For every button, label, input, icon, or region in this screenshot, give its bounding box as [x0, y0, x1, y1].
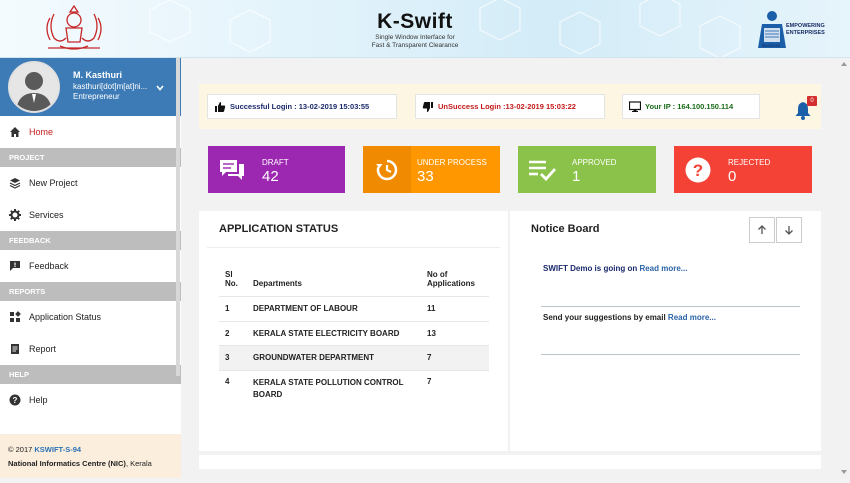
- sidebar-section-project: PROJECT: [0, 148, 181, 167]
- profile-panel[interactable]: [0, 58, 181, 116]
- under-process-card[interactable]: [363, 146, 500, 193]
- row-count: 7: [427, 376, 432, 386]
- under-process-count: 33: [417, 168, 434, 185]
- rejected-count: 0: [728, 168, 737, 185]
- chat-bubbles-icon: [219, 159, 245, 181]
- profile-role: Entrepreneur: [73, 92, 120, 101]
- col-sl-header: [219, 262, 247, 296]
- sidebar-section-feedback: FEEDBACK: [0, 231, 181, 250]
- card-icon-wrap: [674, 146, 722, 193]
- unsuccessful-login-box: [415, 94, 605, 119]
- row-count: 7: [427, 353, 432, 362]
- notice-item-text: SWIFT Demo is going on: [543, 264, 640, 273]
- sidebar-item-label: Help: [29, 395, 48, 405]
- app-subtitle-line1: Single Window Interface for: [375, 34, 455, 41]
- read-more-link[interactable]: Read more...: [639, 264, 688, 273]
- copyright-text: © 2017: [8, 445, 35, 454]
- row-dept: KERALA STATE POLLUTION CONTROL BOARD: [253, 377, 404, 399]
- row-sl: 3: [225, 353, 230, 362]
- approved-count: 1: [572, 168, 581, 185]
- sidebar-item-label: Report: [29, 344, 57, 354]
- chevron-down-icon[interactable]: [155, 83, 165, 93]
- approved-label: APPROVED: [572, 158, 617, 167]
- card-icon-wrap: [363, 146, 411, 193]
- home-icon: [9, 126, 21, 138]
- sidebar-item-label: Application Status: [29, 312, 102, 322]
- col-sl-header-line1: Sl: [225, 269, 233, 279]
- gear-icon: [9, 209, 21, 221]
- clock-refresh-icon: [375, 158, 399, 182]
- svg-text:?: ?: [12, 396, 18, 405]
- layers-icon: [9, 177, 21, 189]
- help-icon: [9, 394, 21, 406]
- partner-logo-line2: ENTERPRISES: [786, 30, 825, 36]
- header: [0, 0, 850, 58]
- col-dept-header: Departments: [253, 279, 302, 289]
- login-info-strip: [199, 84, 821, 129]
- successful-login-text: Successful Login : 13-02-2019 15:03:55: [230, 102, 370, 111]
- page-scrollbar[interactable]: [838, 58, 850, 478]
- thumbs-down-icon: [422, 101, 434, 113]
- read-more-link[interactable]: Read more...: [667, 313, 716, 322]
- col-apps-header-line2: Applications: [427, 278, 476, 288]
- under-process-label: UNDER PROCESS: [417, 158, 487, 167]
- scroll-down-button[interactable]: [776, 217, 802, 243]
- partner-logo-line1: EMPOWERING: [786, 23, 825, 29]
- sidebar-item-home[interactable]: [0, 116, 181, 148]
- dashboard-icon: [9, 311, 21, 323]
- table-row: [219, 345, 489, 370]
- sidebar-section-reports: REPORTS: [0, 282, 181, 301]
- ip-address-box: [622, 94, 760, 119]
- app-title: K-Swift: [377, 10, 453, 33]
- arrow-down-icon: [784, 225, 794, 235]
- table-row: [219, 370, 489, 404]
- sidebar-section-help: HELP: [0, 365, 181, 384]
- ip-address-text: Your IP : 164.100.150.114: [645, 102, 734, 111]
- question-circle-icon: [685, 157, 711, 183]
- checklist-icon: [528, 159, 556, 181]
- application-status-title: APPLICATION STATUS: [219, 223, 339, 235]
- row-count: 13: [427, 328, 436, 338]
- col-sl-header-line2: No.: [225, 278, 238, 288]
- row-sl: 1: [225, 304, 230, 313]
- org-name: National Informatics Centre (NIC): [8, 459, 126, 468]
- sidebar: [0, 58, 181, 478]
- profile-name: M. Kasthuri: [73, 70, 123, 80]
- report-icon: [9, 343, 21, 355]
- panel-divider: [207, 247, 500, 248]
- notice-board-panel: [510, 211, 821, 451]
- table-row: [219, 296, 489, 321]
- successful-login-box: [207, 94, 397, 119]
- notice-board-title: Notice Board: [531, 223, 600, 235]
- col-apps-header-line1: No of: [427, 269, 448, 279]
- sidebar-item-application-status[interactable]: [0, 301, 181, 333]
- avatar: [8, 61, 60, 113]
- draft-card[interactable]: [208, 146, 345, 193]
- sidebar-item-label: Services: [29, 210, 64, 220]
- row-dept: KERALA STATE ELECTRICITY BOARD: [253, 328, 400, 338]
- arrow-up-icon: [757, 225, 767, 235]
- sidebar-item-new-project[interactable]: [0, 167, 181, 199]
- row-sl: 2: [225, 328, 230, 338]
- notice-item: [543, 313, 716, 322]
- sidebar-item-report[interactable]: [0, 333, 181, 365]
- table-header-row: [219, 262, 489, 296]
- feedback-icon: [9, 260, 21, 272]
- org-state: , Kerala: [125, 459, 152, 468]
- sidebar-item-label: Feedback: [29, 261, 69, 271]
- sidebar-item-label: New Project: [29, 178, 78, 188]
- app-subtitle-line2: Fast & Transparent Clearance: [371, 42, 459, 49]
- sidebar-item-label: Home: [29, 127, 54, 137]
- card-icon-wrap: [208, 146, 256, 193]
- notice-item: [543, 264, 687, 273]
- sidebar-scrollbar[interactable]: [176, 58, 180, 376]
- col-apps-header: [421, 262, 489, 296]
- user-silhouette-icon: [10, 63, 58, 111]
- monitor-icon: [629, 101, 641, 113]
- svg-text:?: ?: [692, 160, 704, 180]
- row-dept: DEPARTMENT OF LABOUR: [253, 304, 358, 313]
- profile-email: kasthuri[dot]m[at]ni...: [73, 82, 148, 91]
- rejected-card[interactable]: [674, 146, 812, 193]
- build-version-link[interactable]: KSWIFT-S-94: [34, 445, 82, 454]
- thumbs-up-icon: [214, 101, 226, 113]
- sidebar-item-help[interactable]: [0, 384, 181, 416]
- row-sl: 4: [225, 376, 230, 386]
- notification-count-badge: 0: [807, 96, 817, 106]
- kerala-emblem-logo: [40, 4, 108, 54]
- approved-card[interactable]: [518, 146, 656, 193]
- draft-count: 42: [262, 168, 279, 185]
- bottom-panel: [199, 455, 821, 469]
- unsuccessful-login-text: UnSuccess Login :13-02-2019 15:03:22: [438, 102, 576, 111]
- application-status-table: [219, 262, 489, 404]
- page-scrollbar-arrows: [838, 58, 850, 478]
- row-count: 11: [427, 304, 436, 313]
- draft-label: DRAFT: [262, 158, 289, 167]
- sidebar-footer: [0, 434, 181, 478]
- scroll-up-button[interactable]: [749, 217, 775, 243]
- brand-block: [330, 10, 500, 50]
- row-dept: GROUNDWATER DEPARTMENT: [253, 353, 375, 362]
- table-row: [219, 321, 489, 345]
- notice-item-text: Send your suggestions by email: [543, 313, 668, 322]
- partner-logo-text: [786, 23, 825, 37]
- sidebar-item-services[interactable]: [0, 199, 181, 231]
- notice-divider: [541, 354, 800, 355]
- sidebar-item-feedback[interactable]: [0, 250, 181, 282]
- partner-logo-line3: Business: [762, 43, 781, 48]
- card-icon-wrap: [518, 146, 566, 193]
- notice-divider: [541, 306, 800, 307]
- rejected-label: REJECTED: [728, 158, 771, 167]
